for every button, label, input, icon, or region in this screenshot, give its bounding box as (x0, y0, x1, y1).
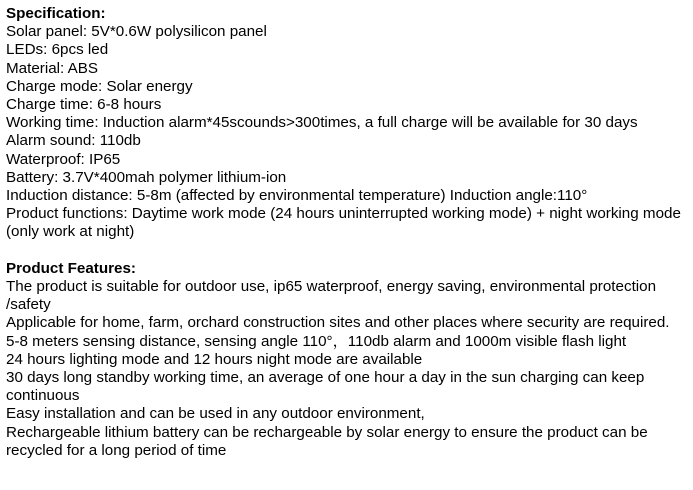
feature-easy-installation: Easy installation and can be used in any outdoor environment, (6, 405, 425, 423)
spec-solar-panel: Solar panel: 5V*0.6W polysilicon panel (6, 23, 267, 41)
spec-alarm-sound: Alarm sound: 110db (6, 132, 141, 150)
spec-leds: LEDs: 6pcs led (6, 41, 109, 59)
product-description (6, 5, 692, 460)
spec-waterproof: Waterproof: IP65 (6, 150, 121, 168)
spec-working-time: Working time: Induction alarm*45scounds>300times, a full charge will be available for 30 days (6, 114, 638, 132)
spec-product-functions: Product functions: Daytime work mode (24 hours uninterrupted working mode) + night working mode (only work at night) (6, 205, 681, 241)
spec-charge-time: Charge time: 6-8 hours (6, 96, 162, 114)
features-heading: Product Features: (6, 259, 136, 277)
spec-induction-distance: Induction distance: 5-8m (affected by environmental temperature) Induction angle:110° (6, 187, 588, 205)
section-spacer (6, 242, 692, 260)
feature-sensing: 5-8 meters sensing distance, sensing angle 110°，110db alarm and 1000m visible flash light (6, 332, 627, 350)
spec-charge-mode: Charge mode: Solar energy (6, 77, 193, 95)
specification-heading: Specification: (6, 5, 106, 22)
spec-battery: Battery: 3.7V*400mah polymer lithium-ion (6, 168, 287, 186)
feature-applicable-sites: Applicable for home, farm, orchard construction sites and other places where security are required. (6, 314, 670, 332)
feature-rechargeable-battery: Rechargeable lithium battery can be rechargeable by solar energy to ensure the product can be recycled for a long period of time (6, 423, 648, 459)
feature-lighting-modes: 24 hours lighting mode and 12 hours night mode are available (6, 350, 423, 368)
feature-standby-time: 30 days long standby working time, an average of one hour a day in the sun charging can keep continuous (6, 369, 645, 405)
feature-outdoor-use: The product is suitable for outdoor use, ip65 waterproof, energy saving, environmental protection /safety (6, 278, 657, 314)
spec-material: Material: ABS (6, 59, 99, 77)
